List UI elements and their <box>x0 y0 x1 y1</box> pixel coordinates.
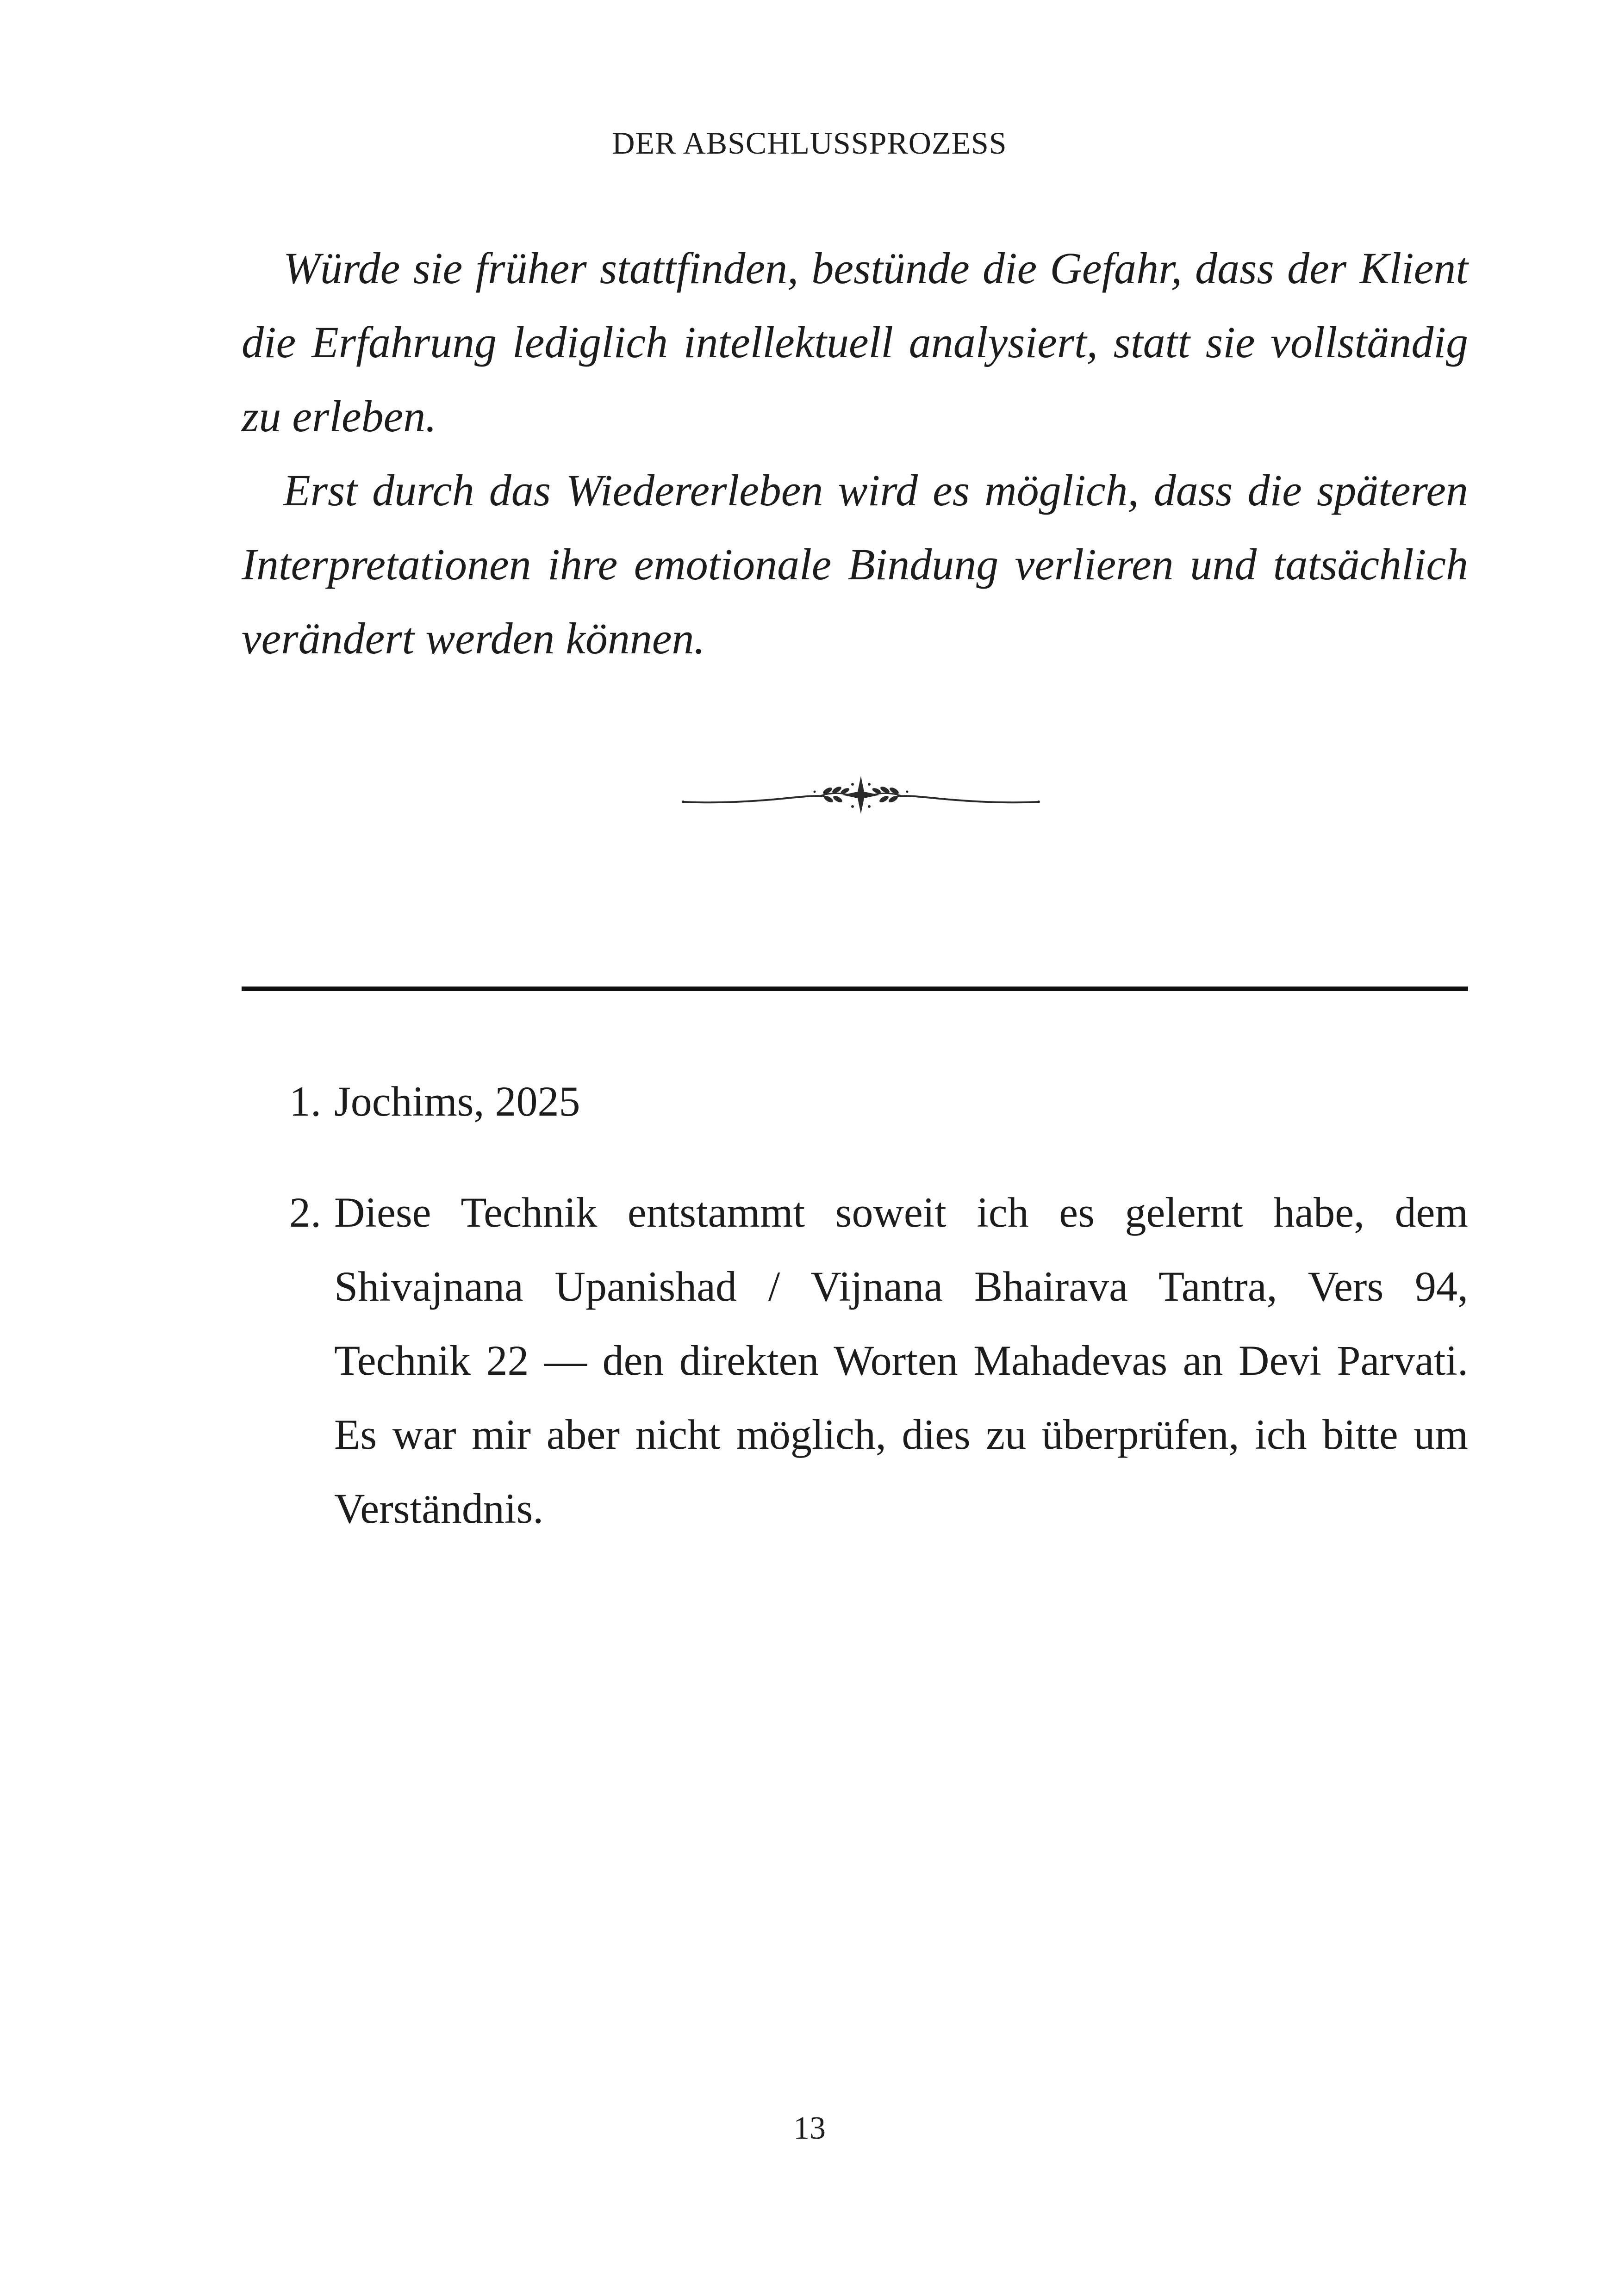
floral-divider-icon <box>680 766 1041 821</box>
footnote-item <box>242 1064 1468 1138</box>
footnote-item <box>242 1175 1468 1545</box>
footnote-number: 2. <box>289 1189 321 1236</box>
paragraph: Erst durch das Wiedererleben wird es möglich, dass die späteren Interpretationen ihre emotionale Bindung verlieren und tatsächlich verändert werden können. <box>242 465 1468 663</box>
footnote-list <box>242 1064 1468 1582</box>
paragraph: Würde sie früher stattfinden, bestünde die Gefahr, dass der Klient die Erfahrung lediglich intellektuell analysiert, statt sie vollständig zu erleben. <box>242 243 1468 441</box>
footnote-divider <box>242 987 1468 991</box>
page-number: 13 <box>793 2110 826 2146</box>
body-text <box>242 231 1468 676</box>
footnote-text: Diese Technik entstammt soweit ich es gelernt habe, dem Shivajnana Upanishad / Vijnana Bhairava Tantra, Vers 94, Technik 22 — den direkten Worten Mahadevas an Devi Parvati. Es war mir aber nicht möglich, dies zu überprüfen, ich bitte um Verständnis. <box>334 1189 1468 1532</box>
footnote-text: Jochims, 2025 <box>334 1078 580 1125</box>
running-header: DER ABSCHLUSSPROZESS <box>612 125 1007 161</box>
footnote-number: 1. <box>289 1078 321 1125</box>
